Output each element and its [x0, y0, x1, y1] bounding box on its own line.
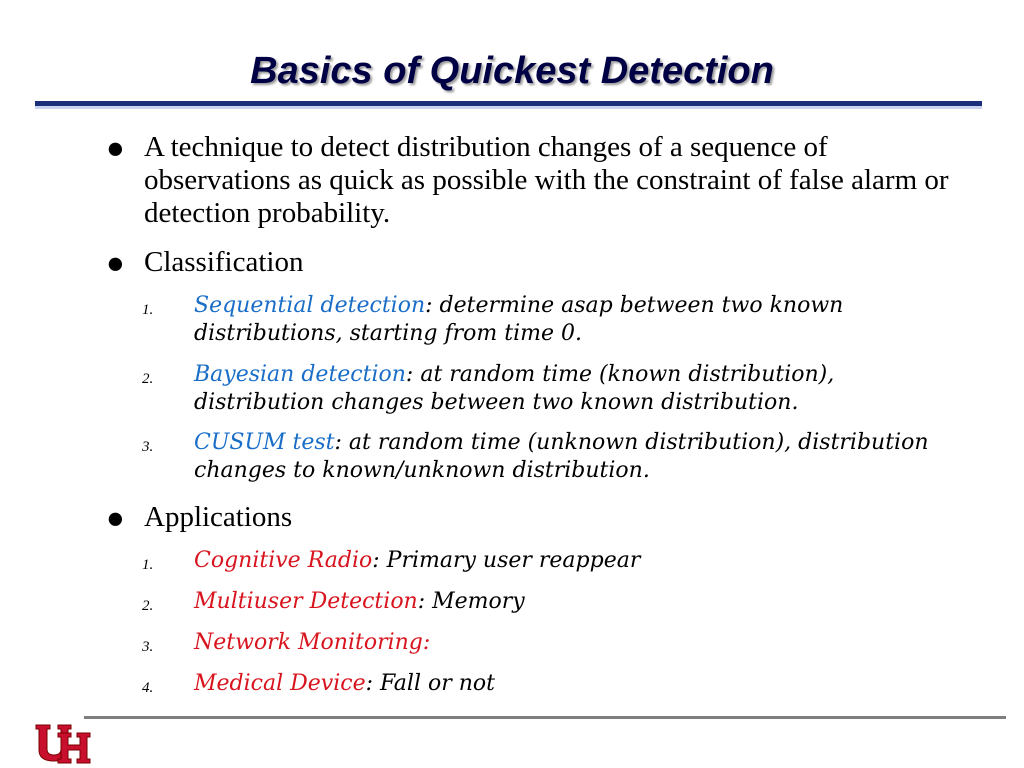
- slide-title: Basics of Quickest Detection: [250, 50, 774, 92]
- list-number: 3.: [142, 639, 154, 655]
- bullet-classification: Classification: [144, 246, 304, 278]
- uh-logo-icon: [34, 721, 96, 765]
- classification-item: [194, 429, 964, 485]
- item-desc: : Fall or not: [365, 671, 495, 696]
- item-term: CUSUM test: [194, 430, 335, 455]
- classification-item: [194, 292, 964, 348]
- item-desc: : Primary user reappear: [372, 548, 641, 573]
- bullet-technique: A technique to detect distribution changes of a sequence of observations as quick as possible with the constraint of false alarm or detection probability.: [144, 131, 949, 229]
- bullet-icon: ●: [106, 500, 125, 535]
- list-number: 4.: [142, 680, 154, 696]
- item-term: Multiuser Detection: [194, 589, 418, 614]
- classification-item: [194, 361, 964, 417]
- item-term: Medical Device: [194, 671, 366, 696]
- application-item: [194, 547, 964, 575]
- item-desc: : at random time (known distribution), distribution changes between two known distribution.: [194, 362, 835, 415]
- application-item: [194, 670, 964, 698]
- item-term: Network Monitoring:: [194, 630, 431, 655]
- list-number: 1.: [142, 557, 154, 573]
- footer-rule: [84, 716, 1006, 719]
- bullet-applications: Applications: [144, 501, 293, 533]
- item-term: Bayesian detection: [194, 362, 406, 387]
- bullet-icon: ●: [106, 130, 125, 165]
- bullet-icon: ●: [106, 245, 125, 280]
- list-number: 3.: [142, 439, 154, 455]
- item-desc: : at random time (unknown distribution), distribution changes to known/unknown distribution.: [194, 430, 929, 483]
- application-item: [194, 629, 964, 657]
- item-desc: : Memory: [417, 589, 525, 614]
- item-desc: : determine asap between two known distributions, starting from time 0.: [194, 293, 844, 346]
- list-number: 2.: [142, 371, 154, 387]
- item-term: Sequential detection: [194, 293, 426, 318]
- application-item: [194, 588, 964, 616]
- list-number: 1.: [142, 302, 154, 318]
- list-number: 2.: [142, 598, 154, 614]
- item-term: Cognitive Radio: [194, 548, 373, 573]
